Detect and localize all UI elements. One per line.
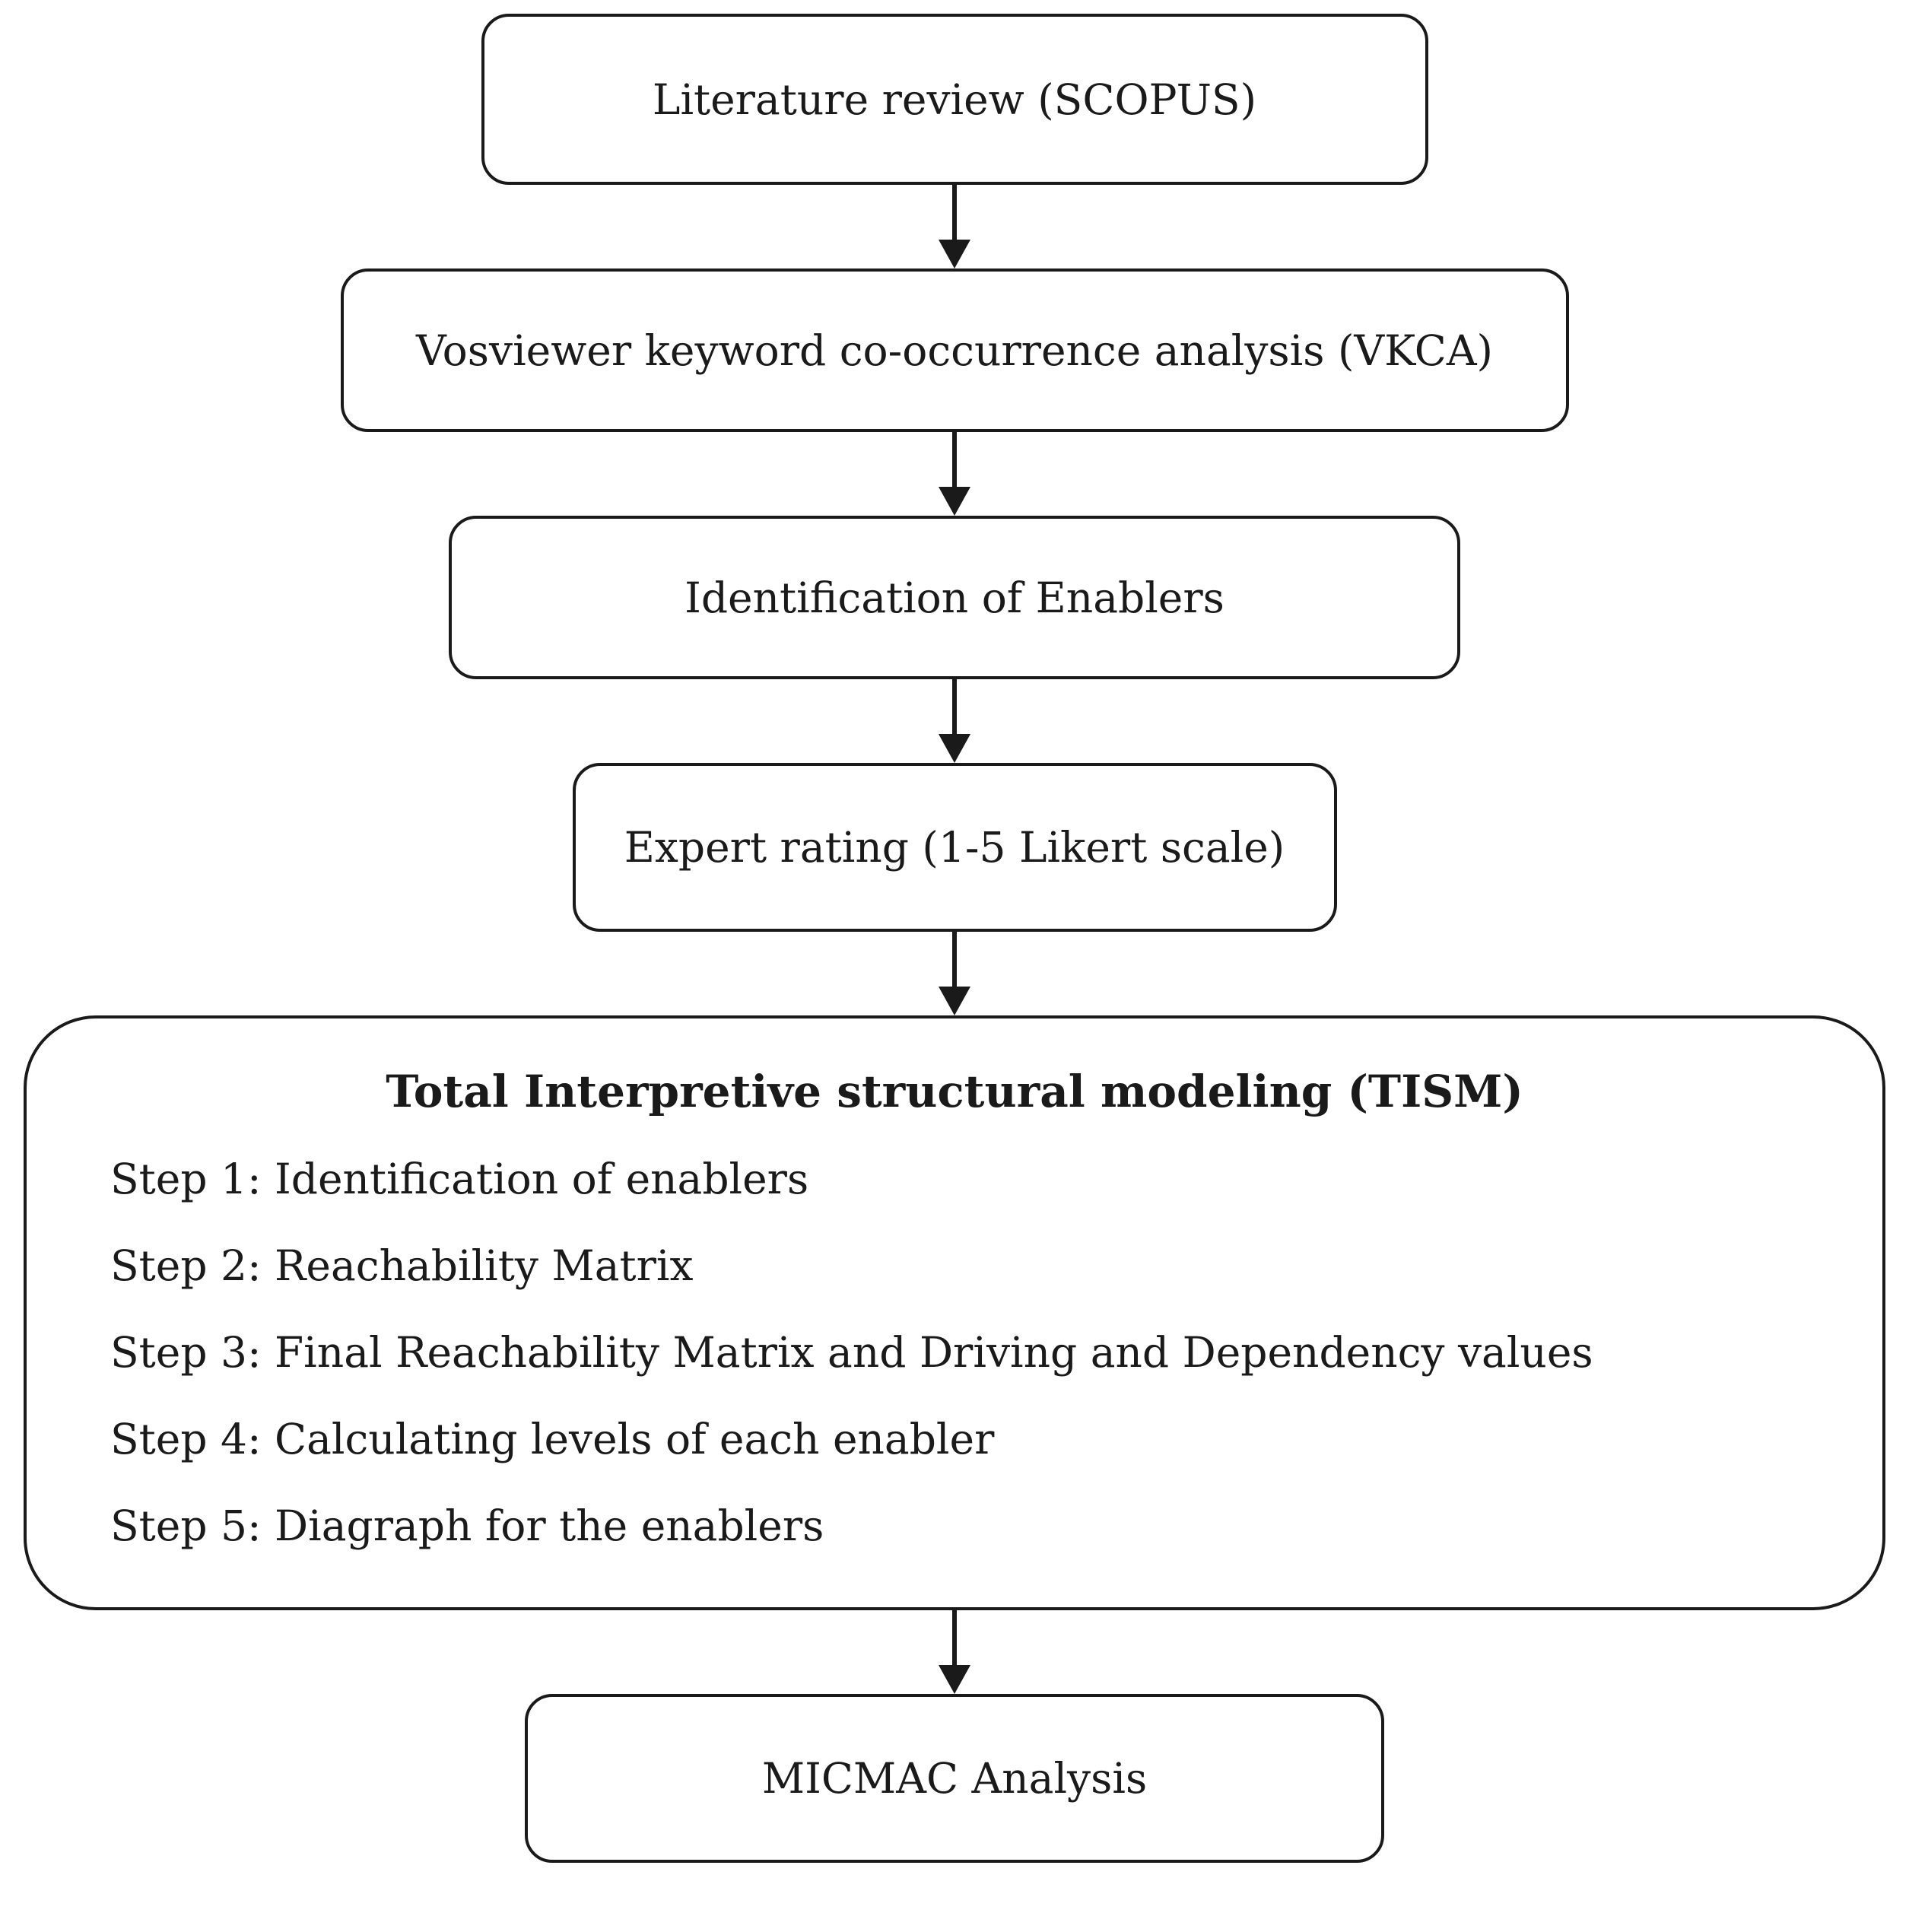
node-vkca-label: Vosviewer keyword co-occurrence analysis (VKCA) xyxy=(415,326,1493,375)
arrow-head xyxy=(939,1665,970,1694)
arrow-down-icon xyxy=(939,679,970,763)
arrow-down-icon xyxy=(939,932,970,1015)
arrow-down-icon xyxy=(939,1610,970,1694)
arrow-stem xyxy=(952,185,957,240)
node-micmac-analysis-label: MICMAC Analysis xyxy=(761,1754,1148,1803)
tism-step-2: Step 2: Reachability Matrix xyxy=(110,1241,694,1290)
arrow-head xyxy=(939,240,970,269)
arrow-down-icon xyxy=(939,432,970,516)
tism-title: Total Interpretive structural modeling (TISM) xyxy=(386,1066,1523,1117)
tism-step-1: Step 1: Identification of enablers xyxy=(110,1155,809,1203)
tism-step-4: Step 4: Calculating levels of each enabler xyxy=(110,1415,995,1463)
tism-step-3: Step 3: Final Reachability Matrix and Driving and Dependency values xyxy=(110,1328,1593,1377)
arrow-stem xyxy=(952,932,957,987)
node-literature-review xyxy=(481,14,1428,185)
node-tism xyxy=(24,1015,1885,1610)
arrow-head xyxy=(939,487,970,516)
node-micmac-analysis xyxy=(525,1694,1384,1863)
node-identification-of-enablers xyxy=(449,516,1460,679)
node-vkca xyxy=(341,269,1569,432)
node-expert-rating xyxy=(573,763,1337,932)
arrow-head xyxy=(939,734,970,763)
node-expert-rating-label: Expert rating (1-5 Likert scale) xyxy=(624,823,1285,872)
arrow-stem xyxy=(952,1610,957,1665)
arrow-stem xyxy=(952,679,957,734)
tism-step-5: Step 5: Diagraph for the enablers xyxy=(110,1501,824,1550)
arrow-down-icon xyxy=(939,185,970,269)
arrow-stem xyxy=(952,432,957,487)
node-literature-review-label: Literature review (SCOPUS) xyxy=(652,75,1257,124)
node-identification-of-enablers-label: Identification of Enablers xyxy=(685,573,1224,622)
arrow-head xyxy=(939,987,970,1015)
